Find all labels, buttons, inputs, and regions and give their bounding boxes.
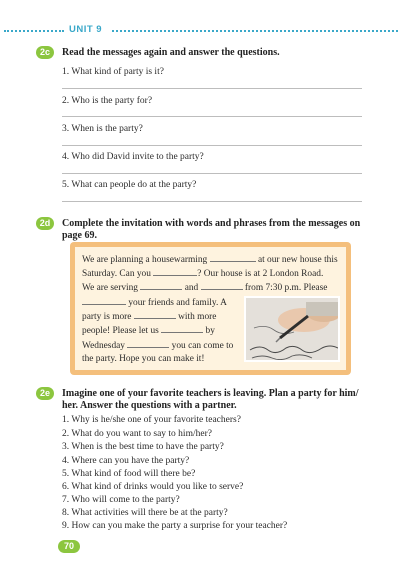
question-2e-6: 6. What kind of drinks would you like to serve? — [62, 482, 244, 492]
invitation-line-8: the party. Hope you can make it! — [82, 354, 205, 364]
question-2c-4: 4. Who did David invite to the party? — [62, 152, 204, 162]
header-dotted-rule-right — [112, 30, 398, 32]
question-2e-7: 7. Who will come to the party? — [62, 495, 180, 505]
question-2c-2: 2. Who is the party for? — [62, 96, 153, 106]
instruction-2d-line2: page 69. — [62, 230, 97, 241]
blank-field[interactable] — [210, 253, 256, 262]
invitation-line-4: your friends and family. A — [82, 296, 227, 309]
hand-writing-image — [246, 298, 340, 362]
exercise-badge-2c: 2c — [36, 46, 54, 59]
question-2c-5: 5. What can people do at the party? — [62, 180, 197, 190]
answer-line-2c-4[interactable] — [62, 173, 362, 174]
unit-label: UNIT 9 — [69, 24, 103, 35]
instruction-2c: Read the messages again and answer the questions. — [62, 47, 280, 58]
exercise-badge-2d: 2d — [36, 217, 54, 230]
page-number: 70 — [58, 540, 80, 553]
blank-field[interactable] — [134, 310, 176, 319]
answer-line-2c-1[interactable] — [62, 88, 362, 89]
answer-line-2c-3[interactable] — [62, 145, 362, 146]
invitation-line-6: people! Please let us by — [82, 326, 215, 336]
invitation-line-1: We are planning a housewarming at our new house this — [82, 255, 338, 265]
blank-field[interactable] — [201, 281, 243, 290]
blank-field[interactable] — [161, 324, 203, 333]
question-2c-1: 1. What kind of party is it? — [62, 67, 164, 77]
invitation-line-2: Saturday. Can you ? Our house is at 2 London Road. — [82, 269, 324, 279]
question-2e-4: 4. Where can you have the party? — [62, 456, 190, 466]
question-2e-1: 1. Why is he/she one of your favorite teachers? — [62, 415, 241, 425]
invitation-line-5: party is more with more — [82, 312, 217, 322]
writing-photo — [244, 296, 340, 362]
exercise-badge-2e: 2e — [36, 387, 54, 400]
instruction-2e-line1: Imagine one of your favorite teachers is leaving. Plan a party for him/ — [62, 388, 359, 399]
invitation-line-7: Wednesday you can come to — [82, 341, 234, 351]
question-2c-3: 3. When is the party? — [62, 124, 143, 134]
answer-line-2c-5[interactable] — [62, 201, 362, 202]
instruction-2d-line1: Complete the invitation with words and phrases from the messages on — [62, 218, 361, 229]
question-2e-2: 2. What do you want to say to him/her? — [62, 429, 212, 439]
unit-header — [0, 24, 402, 38]
blank-field[interactable] — [127, 339, 169, 348]
blank-field[interactable] — [140, 281, 182, 290]
blank-field[interactable] — [153, 267, 197, 276]
question-2e-9: 9. How can you make the party a surprise for your teacher? — [62, 521, 288, 531]
question-2e-3: 3. When is the best time to have the party? — [62, 442, 224, 452]
question-2e-8: 8. What activities will there be at the party? — [62, 508, 228, 518]
answer-line-2c-2[interactable] — [62, 116, 362, 117]
header-dotted-rule-left — [4, 30, 64, 32]
blank-field[interactable] — [82, 296, 126, 305]
invitation-line-3: We are serving and from 7:30 p.m. Please — [82, 283, 328, 293]
instruction-2e-line2: her. Answer the questions with a partner. — [62, 400, 237, 411]
question-2e-5: 5. What kind of food will there be? — [62, 469, 196, 479]
